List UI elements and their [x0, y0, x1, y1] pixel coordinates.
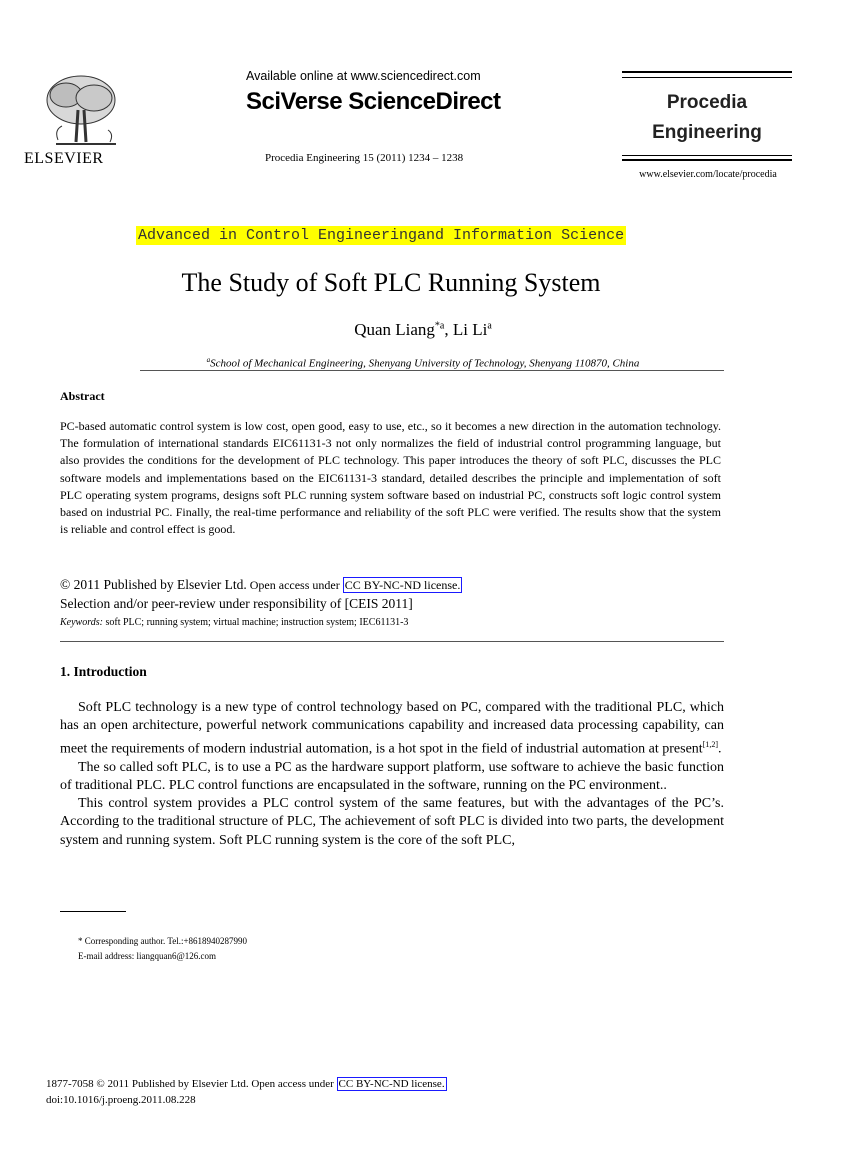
author-2: Li Li: [452, 320, 488, 339]
author-1-affiliation-mark: *a: [434, 320, 445, 332]
elsevier-wordmark: ELSEVIER: [24, 150, 104, 167]
affiliation-mark: a: [206, 356, 211, 364]
affiliation: [0, 356, 846, 370]
author-1: Quan Liang: [354, 320, 435, 339]
abstract-heading: Abstract: [60, 389, 105, 403]
journal-reference: Procedia Engineering 15 (2011) 1234 – 1238: [265, 152, 464, 164]
open-access-text: Open access under: [246, 578, 343, 592]
author-list: [0, 320, 846, 340]
intro-paragraph-1-end: .: [718, 741, 722, 757]
conference-banner: Advanced in Control Engineeringand Information Science: [138, 227, 625, 244]
issn-text: 1877-7058 © 2011 Published by Elsevier Ltd. Open access under: [46, 1078, 337, 1090]
peer-review-statement: Selection and/or peer-review under responsibility of [CEIS 2011]: [60, 596, 413, 611]
journal-url: www.elsevier.com/locate/procedia: [639, 169, 777, 180]
footer-license-link[interactable]: CC BY-NC-ND license.: [338, 1078, 445, 1090]
keywords-text: soft PLC; running system; virtual machine; instruction system; IEC61131-3: [102, 617, 409, 628]
affiliation-divider: [140, 370, 724, 371]
author-separator: ,: [444, 320, 453, 339]
doi-line: doi:10.1016/j.proeng.2011.08.228: [46, 1094, 196, 1106]
available-online-text: Available online at www.sciencedirect.com: [246, 69, 481, 83]
procedia-top-rule-thin: [622, 77, 792, 78]
paper-title: The Study of Soft PLC Running System: [181, 268, 601, 297]
citation-1-2[interactable]: [1,2]: [702, 739, 719, 749]
intro-paragraph-2: The so called soft PLC, is to use a PC as the hardware support platform, use software to achieve the basic function of traditional PLC. PLC control functions are encapsulated in the software, running on the PC environment..: [60, 759, 724, 793]
footnote-rule: [60, 911, 126, 912]
procedia-bottom-rule-thin: [622, 155, 792, 156]
keywords-label: Keywords:: [60, 617, 103, 628]
introduction-body: [60, 699, 724, 850]
procedia-title-line2: Engineering: [652, 122, 762, 143]
procedia-journal-title: [622, 88, 792, 148]
procedia-top-rule-thick: [622, 71, 792, 73]
license-link[interactable]: CC BY-NC-ND license.: [344, 578, 461, 592]
sciencedirect-logo: SciVerse ScienceDirect: [246, 88, 501, 115]
corresponding-author-footnote: * Corresponding author. Tel.:+8618940287990: [78, 936, 248, 946]
intro-paragraph-3: This control system provides a PLC control system of the same features, but with the advantages of the PC’s. According to the traditional structure of PLC, The achievement of soft PLC is divided into two parts, the development system and running system. Soft PLC running system is the core of the soft PLC,: [60, 796, 724, 848]
section-heading-introduction: 1. Introduction: [60, 664, 147, 679]
affiliation-text: School of Mechanical Engineering, Shenyang University of Technology, Shenyang 110870, China: [210, 357, 640, 370]
procedia-title-line1: Procedia: [666, 92, 748, 113]
intro-paragraph-1: [60, 699, 724, 759]
author-2-affiliation-mark: a: [487, 320, 492, 332]
email-footnote: E-mail address: liangquan6@126.com: [78, 951, 217, 961]
keywords-line: [60, 617, 408, 628]
copyright-line: [60, 577, 462, 593]
procedia-bottom-rule-thick: [622, 159, 792, 161]
issn-line: [46, 1078, 447, 1090]
intro-paragraph-1-text: Soft PLC technology is a new type of control technology based on PC, compared with the traditional PLC, which has an open architecture, powerful network communications capability and increased data processing capability, can meet the requirements of modern industrial automation, is a hot spot in the field of industrial automation at present: [60, 700, 724, 757]
keywords-divider: [60, 641, 724, 642]
copyright-text: © 2011 Published by Elsevier Ltd.: [60, 577, 247, 592]
abstract-text: PC-based automatic control system is low cost, open good, easy to use, etc., so it becomes a new direction in the automation technology. The formulation of international standards EIC61131-3 not only normalizes the field of industrial control programming language, but also provides the conditions for the development of PLC technology. This paper introduces the theory of soft PLC, discusses the PLC software models and implementations based on the EIC61131-3 standard, detailed describes the principle and implementation of soft PLC operating system programs, designs soft PLC running system software based on industrial PC, constructs soft logic control system based on industrial PC. Finally, the real-time performance and reliability of the soft PLC were verified. The results show that the system is reliable and control effect is good.: [60, 419, 721, 537]
